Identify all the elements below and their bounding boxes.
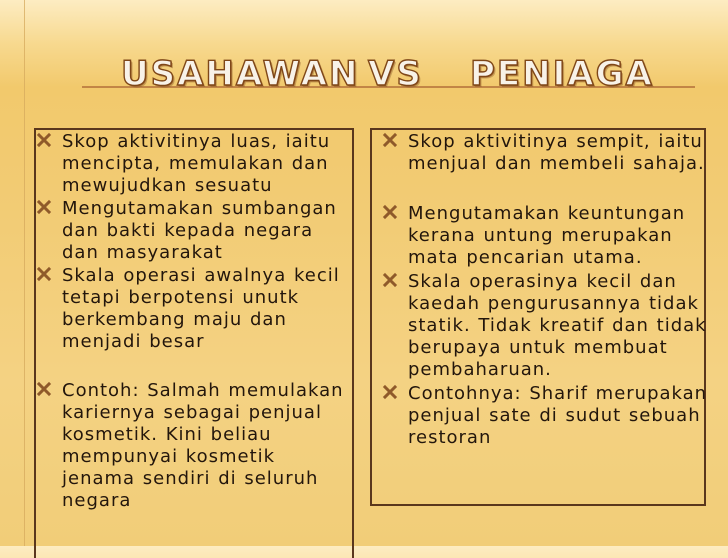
right-bullet-text: Skala operasinya kecil dan kaedah pengurusannya tidak statik. Tidak kreatif dan tidak berupaya untuk membuat pembaharuan. <box>408 271 707 380</box>
right-bullet-text: Mengutamakan keuntungan kerana untung merupakan mata pencarian utama. <box>408 203 686 268</box>
left-bullet-item <box>62 198 354 264</box>
title-right-word: PENIAGA <box>470 54 654 94</box>
right-bullet-text: Contohnya: Sharif merupakan penjual sate di sudut sebuah restoran <box>408 383 708 448</box>
left-bullet-item <box>62 265 354 353</box>
right-bullet-item <box>408 383 709 449</box>
x-bullet-icon <box>36 199 52 215</box>
right-bullet-text: Skop aktivitinya sempit, iaitu menjual dan membeli sahaja. <box>408 131 705 174</box>
left-bullet-text: Skop aktivitinya luas, iaitu mencipta, memulakan dan mewujudkan sesuatu <box>62 131 331 196</box>
title-vs-word: VS <box>368 54 423 94</box>
left-column-panel <box>34 128 354 558</box>
left-bullet-text: Mengutamakan sumbangan dan bakti kepada negara dan masyarakat <box>62 198 337 263</box>
x-bullet-icon <box>36 381 52 397</box>
right-bullet-item <box>408 131 709 175</box>
x-bullet-icon <box>382 272 398 288</box>
left-bullet-list <box>36 130 354 512</box>
left-bullet-item <box>62 380 354 512</box>
right-bullet-item <box>408 271 709 381</box>
x-bullet-icon <box>382 132 398 148</box>
x-bullet-icon <box>36 132 52 148</box>
x-bullet-icon <box>382 204 398 220</box>
x-bullet-icon <box>36 266 52 282</box>
right-bullet-item <box>408 203 709 269</box>
right-column-panel <box>370 128 706 506</box>
right-bullet-list <box>372 130 709 449</box>
left-bullet-item <box>62 131 354 197</box>
title-left-word: USAHAWAN <box>121 54 360 94</box>
left-bullet-text: Contoh: Salmah memulakan kariernya sebagai penjual kosmetik. Kini beliau mempunyai kosmetik jenama sendiri di seluruh negara <box>62 380 344 511</box>
x-bullet-icon <box>382 384 398 400</box>
slide-title <box>0 54 728 100</box>
left-bullet-text: Skala operasi awalnya kecil tetapi berpotensi unutk berkembang maju dan menjadi besar <box>62 265 340 352</box>
